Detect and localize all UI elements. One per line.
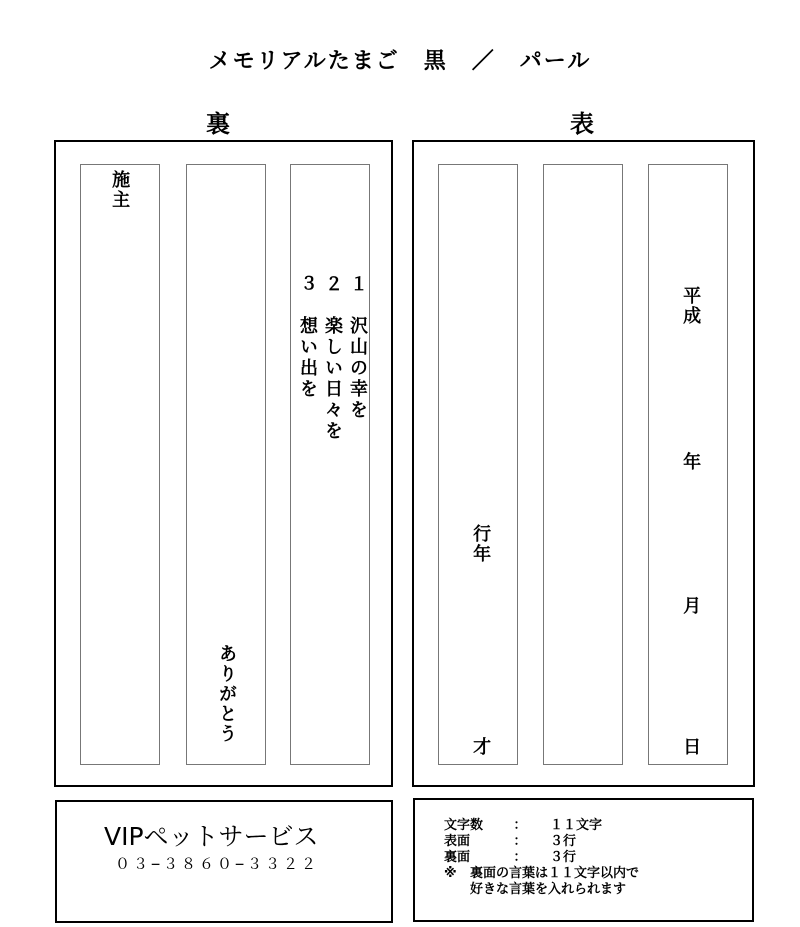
note-value: ３行 — [550, 850, 577, 865]
age-unit: 才 — [470, 737, 492, 757]
note-value: ３行 — [550, 834, 577, 849]
remark-line-1: 裏面の言葉は１１文字以内で — [470, 866, 640, 881]
message-line-1: １ 沢山の幸を — [347, 274, 368, 421]
donor-text: 施主 — [109, 170, 131, 210]
message-line-3: ３ 想い出を — [297, 274, 318, 400]
year-label: 年 — [680, 452, 702, 472]
front-label: 表 — [570, 110, 594, 138]
age-label: 行年 — [470, 524, 492, 564]
note-row — [444, 818, 639, 834]
front-strip-left — [438, 164, 518, 765]
notes-content — [444, 818, 639, 898]
page-title: メモリアルたまご 黒 ／ パール — [208, 49, 592, 74]
day-label: 日 — [680, 737, 702, 757]
note-key: 裏面 — [444, 850, 471, 865]
note-key: 表面 — [444, 834, 471, 849]
note-separator: ： — [513, 818, 527, 833]
back-strip-left — [80, 164, 160, 765]
note-row — [444, 850, 639, 866]
company-name: VIPペットサービス — [104, 822, 319, 851]
company-phone: ０３−３８６０−３３２２ — [115, 855, 320, 873]
note-remark-cont — [444, 882, 639, 898]
message-line-2: ２ 楽しい日々を — [322, 274, 343, 442]
back-label: 裏 — [206, 110, 230, 138]
back-strip-right — [290, 164, 370, 765]
remark-line-2: 好きな言葉を入れられます — [470, 882, 627, 897]
thanks-text: ありがとう — [216, 644, 238, 744]
note-key: 文字数 — [444, 818, 484, 833]
note-row — [444, 834, 639, 850]
front-strip-middle — [543, 164, 623, 765]
note-value: １１文字 — [550, 818, 603, 833]
note-separator: ： — [513, 834, 527, 849]
era-label: 平成 — [680, 286, 702, 326]
remark-mark: ※ — [444, 866, 457, 881]
note-remark — [444, 866, 639, 882]
note-separator: ： — [513, 850, 527, 865]
month-label: 月 — [680, 596, 702, 616]
